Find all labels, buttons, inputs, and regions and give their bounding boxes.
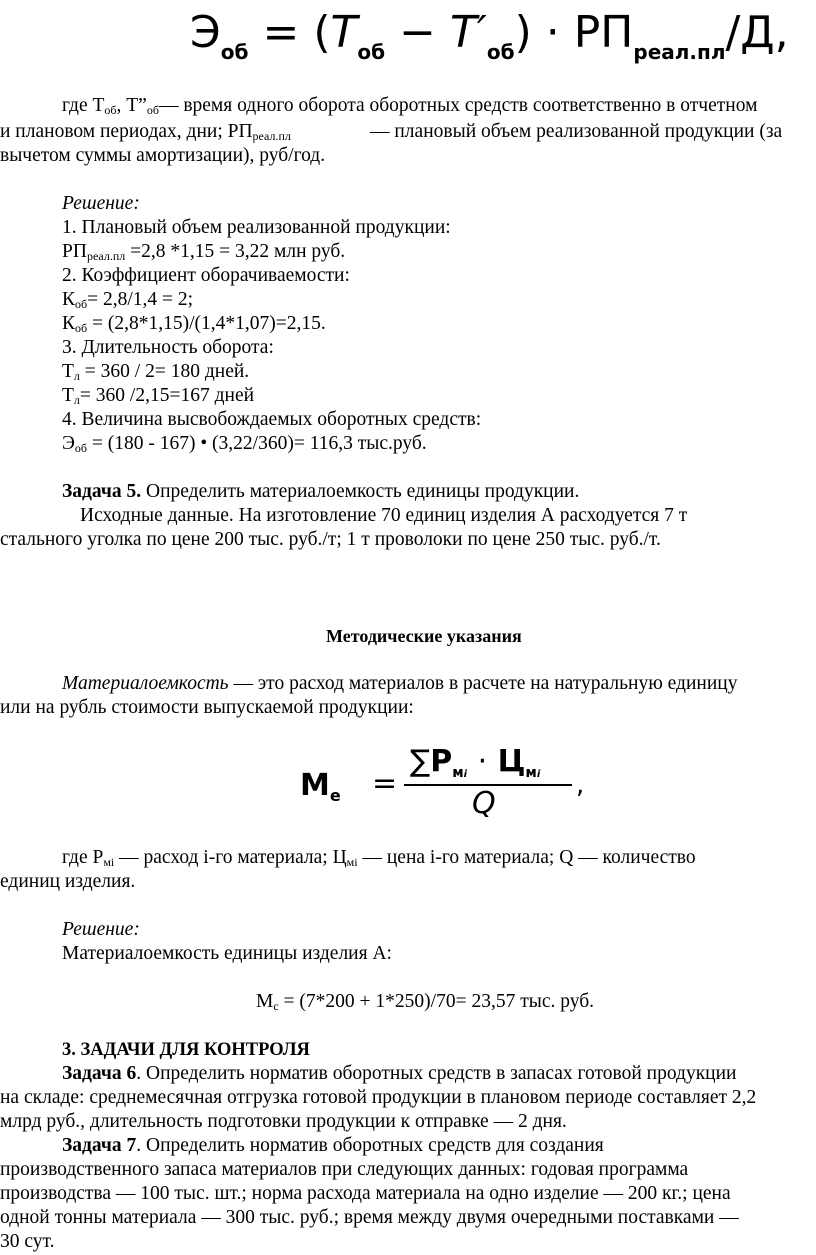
solution-line: Материалоемкость единицы изделия А: [62,943,392,964]
text: где Р [62,847,104,868]
formula-eq: = [372,766,398,801]
formula-lparen: ( [313,7,331,58]
section-heading: 3. ЗАДАЧИ ДЛЯ КОНТРОЛЯ [62,1040,310,1060]
formula-dot: · [545,7,560,58]
subscript: об [74,441,87,455]
solution-step: 2. Коэффициент оборачиваемости: [62,265,350,286]
text: = 360 / 2= 180 дней. [79,361,250,382]
subscript: i [536,769,541,780]
solution-step [62,288,193,312]
subscript: об [75,321,88,335]
task-7-line-3: производства — 100 тыс. шт.; норма расхода материала на одно изделие — 200 кг.; цена [0,1183,731,1204]
subscript: реал.пл [252,129,291,143]
text: Э [62,433,75,454]
text: и плановом периодах, дни; РП [0,121,253,142]
formula-rp: РП [573,7,634,58]
solution-title: Решение: [62,919,140,940]
formula-turnover-release [190,7,789,64]
solution-step [62,360,249,384]
solution-step: 4. Величина высвобождаемых оборотных средств: [62,409,482,430]
task-label: Задача 6 [62,1063,137,1084]
where-line-2 [0,120,291,144]
definition-line-2: или на рубль стоимости выпускаемой продукции: [0,697,414,718]
formula-sub: е [329,786,341,805]
text: — время одного оборота оборотных средств соответственно в отчетном [158,95,758,116]
where-line-2b [370,120,782,144]
solution-step [62,240,345,264]
subscript: мi [346,855,358,869]
text: . Определить норматив оборотных средств для создания [136,1135,604,1156]
task-7-line-5: 30 сут. [0,1231,55,1252]
formula-sub: об [220,40,249,64]
text: = (2,8*1,15)/(1,4*1,07)=2,15. [87,313,326,334]
subscript: м [452,765,464,781]
subscript: л [73,369,80,383]
subscript: с [273,999,279,1013]
task-7-line-4: одной тонны материала — 300 тыс. руб.; время между двумя очередными поставками — [0,1207,739,1228]
subscript: об [104,103,117,117]
formula-sub: об [357,40,386,64]
formula-sub: реал.пл [633,40,726,64]
task-6-line-2: на складе: среднемесячная отгрузка готовой продукции в плановом периоде составляет 2,2 [0,1087,757,1108]
where-line-1 [62,94,757,118]
formula-lhs: М [300,768,330,803]
text: К [62,313,76,334]
solution-title: Решение: [62,193,140,214]
formula-den: Q [472,786,496,821]
solution-calc [256,990,594,1014]
subscript: об [75,297,88,311]
subscript: реал.пл [86,249,126,263]
subscript: об [146,103,159,117]
formula-dot: · [477,744,488,779]
text: Т [62,361,74,382]
subscript: м [525,765,537,781]
solution-step [62,432,427,456]
text: — расход i-го материала; Ц [114,847,347,868]
formula-tail: /Д, [725,7,789,58]
definition-line-1 [62,672,737,696]
task-label: Задача 7 [62,1135,137,1156]
formula-rparen: ) [514,7,532,58]
text: М [256,991,274,1012]
solution-step [62,312,326,336]
text: — плановый объем реализованной продукции (за [370,121,783,142]
formula-symbol-e: Э [190,7,221,58]
task-5-line-3: стального уголка по цене 200 тыс. руб./т; 1 т проволоки по цене 250 тыс. руб./т. [0,529,661,550]
text: = (7*200 + 1*250)/70= 23,57 тыс. руб. [278,991,595,1012]
formula-sum: ∑ [410,744,431,779]
formula-t1: T [330,7,358,58]
task-7 [62,1134,604,1158]
text: РП [62,241,87,262]
formula-material-intensity [300,740,620,830]
where2-line-1 [62,846,696,870]
task-7-line-2: производственного запаса материалов при следующих данных: годовая программа [0,1159,689,1180]
task-5-line-2: Исходные данные. На изготовление 70 единиц изделия А расходуется 7 т [80,505,688,526]
text: где Т [62,95,105,116]
formula-p: Р [430,744,453,779]
task-label: Задача 5. [62,481,142,502]
task-5 [62,480,579,504]
formula-minus: − [399,7,436,58]
formula-sub: об [486,40,515,64]
text: Т [62,385,74,406]
formula-comma: , [576,770,585,800]
text: =2,8 *1,15 = 3,22 млн руб. [125,241,346,262]
solution-step [62,384,254,408]
text: = (180 - 167) • (3,22/360)= 116,3 тыс.руб. [86,433,427,454]
solution-step: 3. Длительность оборота: [62,337,274,358]
term: Материалоемкость [62,673,229,694]
text: = 360 /2,15=167 дней [79,385,255,406]
where-line-3: вычетом суммы амортизации), руб/год. [0,145,326,166]
text: . Определить норматив оборотных средств в запасах готовой продукции [136,1063,737,1084]
where2-line-2: единиц изделия. [0,871,136,892]
text: , Т” [116,95,147,116]
task-6 [62,1062,737,1086]
text: К [62,289,76,310]
task-6-line-3: млрд руб., длительность подготовки продукции к отправке — 2 дня. [0,1111,567,1132]
solution-step: 1. Плановый объем реализованной продукции: [62,217,451,238]
subscript: л [73,393,80,407]
text: — цена i-го материала; Q — количество [357,847,696,868]
text: — это расход материалов в расчете на натуральную единицу [228,673,738,694]
section-heading: Методические указания [326,626,522,646]
formula-t2: T′ [449,7,487,58]
text: Определить материалоемкость единицы продукции. [141,481,580,502]
subscript: мi [103,855,115,869]
formula-c: Ц [497,744,526,779]
text: = 2,8/1,4 = 2; [87,289,194,310]
formula-eq: = [262,7,300,58]
subscript: i [463,769,468,780]
